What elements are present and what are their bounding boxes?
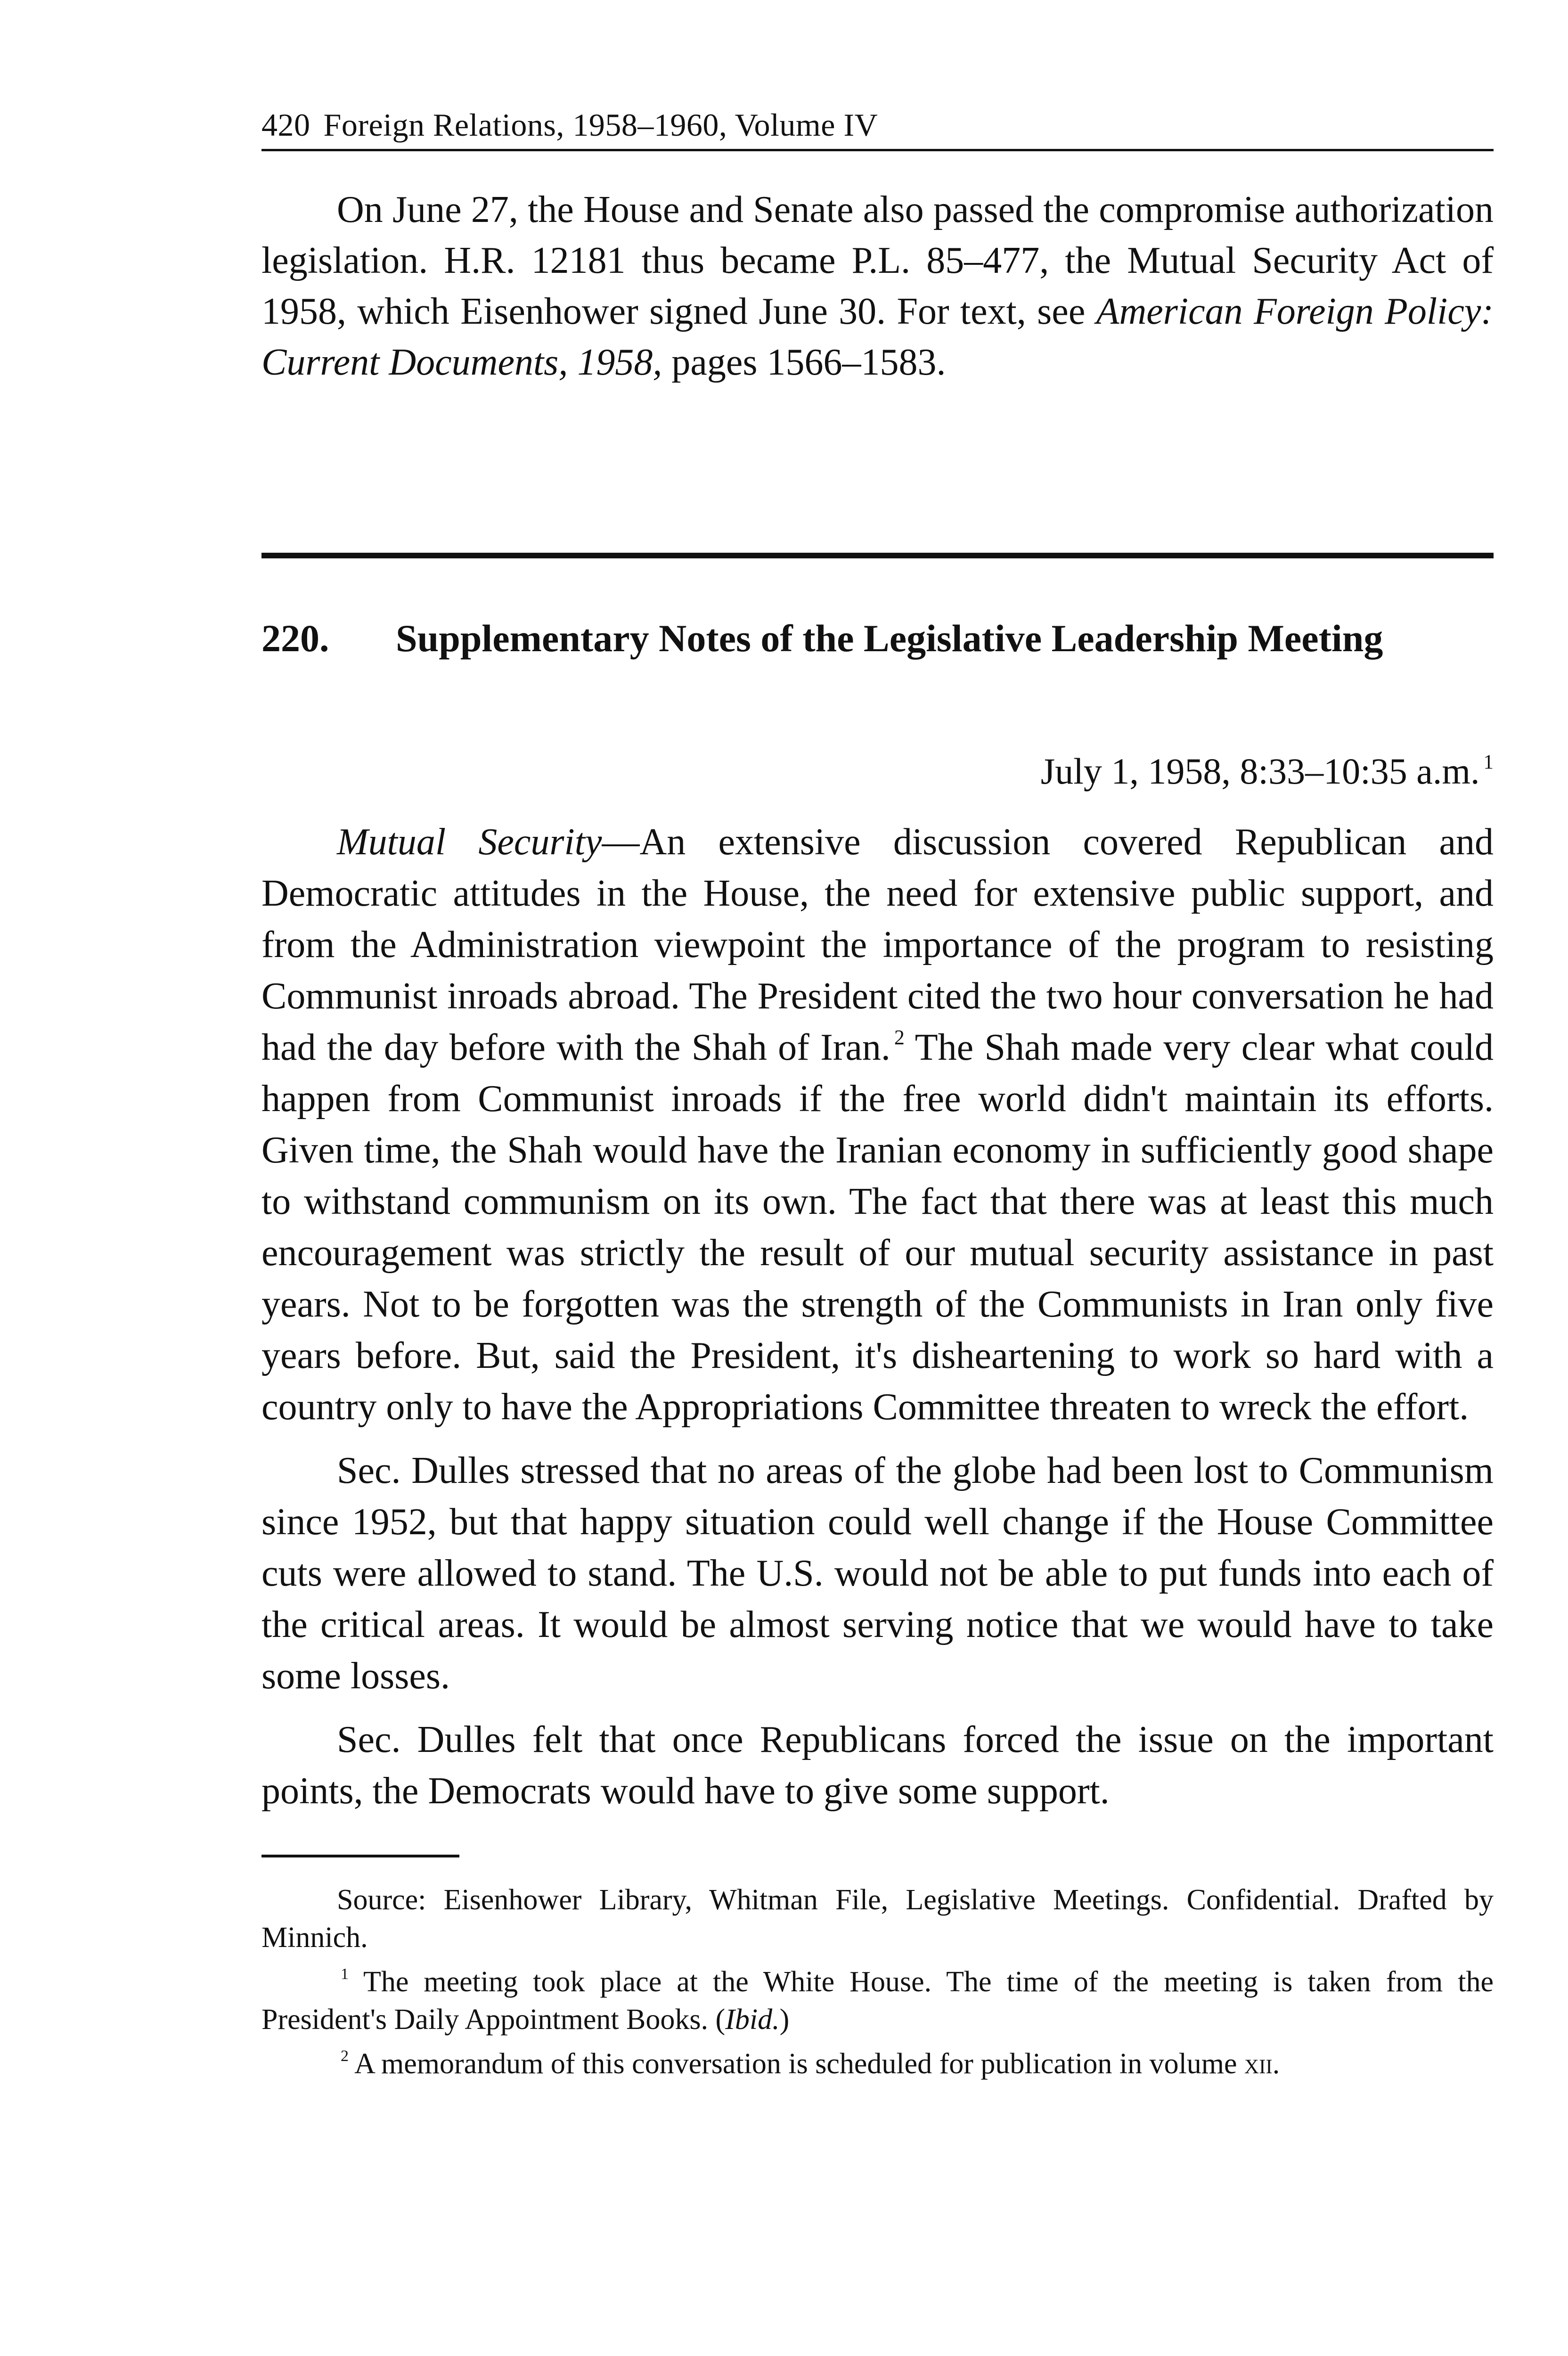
- footnote-divider: [261, 1855, 459, 1857]
- intro-text: On June 27, the House and Senate also passed the compromise authorization legislation. H.R. 12181 thus became P.L. 85–477, the Mutual Security Act of 1958, which Eisenhower signed June 30. For text, see: [261, 189, 1494, 332]
- document-heading: [261, 614, 1494, 663]
- intro-section: [261, 184, 1494, 388]
- footnote-2: [261, 2045, 1494, 2083]
- document-title: Supplementary Notes of the Legislative Leadership Meeting: [396, 617, 1383, 660]
- paragraph-text: —An extensive discussion covered Republican and Democratic attitudes in the House, the need for extensive public support, and from the Administration viewpoint the importance of the program to resisting Communist inroads abroad. The President cited the two hour conversation he had had the day before with the Shah of Iran.: [261, 821, 1494, 1068]
- footnote-text-end: .: [1272, 2048, 1280, 2080]
- footnote-text-end: ): [779, 2004, 790, 2036]
- footnote-ref-1: 1: [1483, 751, 1494, 773]
- document-divider: [261, 553, 1494, 558]
- footnote-text: The meeting took place at the White House. The time of the meeting is taken from the President's Daily Appointment Books. (: [261, 1966, 1494, 2036]
- volume-number: xii: [1244, 2048, 1273, 2080]
- paragraph: [261, 817, 1494, 1433]
- source-note: Source: Eisenhower Library, Whitman File, Legislative Meetings. Confidential. Drafted by Minnich.: [261, 1884, 1494, 1954]
- footnotes: [261, 1881, 1494, 2083]
- page-number: 420: [261, 107, 310, 143]
- footnote-ref-2: 2: [894, 1026, 905, 1049]
- page: [261, 104, 1494, 2089]
- paragraph-lead-in: Mutual Security: [337, 821, 602, 863]
- footnote-italic: Ibid.: [725, 2004, 780, 2036]
- intro-paragraph: [261, 184, 1494, 388]
- intro-citation-title: American Foreign Policy: Current Documents, 1958,: [261, 291, 1494, 383]
- dateline: [261, 748, 1494, 795]
- paragraph-text: The Shah made very clear what could happen from Communist inroads if the free world didn't maintain its efforts. Given time, the Shah would have the Iranian economy in sufficiently good shape to withstand communism on its own. The fact that there was at least this much encouragement was strictly the result of our mutual security assistance in past years. Not to be forgotten was the strength of the Communists in Iran only five years before. But, said the President, it's disheartening to work so hard with a country only to have the Appropriations Committee threaten to wreck the effort.: [261, 1027, 1494, 1428]
- paragraph: Sec. Dulles stressed that no areas of the globe had been lost to Communism since 1952, but that happy situation could well change if the House Committee cuts were allowed to stand. The U.S. would not be able to put funds into each of the critical areas. It would be almost serving notice that we would have to take some losses.: [261, 1450, 1494, 1697]
- document-number: 220.: [261, 617, 329, 660]
- footnote-1: [261, 1963, 1494, 2038]
- dateline-text: July 1, 1958, 8:33–10:35 a.m.: [1040, 751, 1480, 792]
- paragraph: Sec. Dulles felt that once Republicans forced the issue on the important points, the Democrats would have to give some support.: [261, 1719, 1494, 1812]
- document-body: [261, 817, 1494, 1817]
- running-head-title: Foreign Relations, 1958–1960, Volume IV: [323, 107, 878, 143]
- intro-text-end: pages 1566–1583.: [662, 342, 946, 383]
- running-head: [261, 104, 1494, 151]
- footnote-marker: 2: [341, 2047, 349, 2065]
- footnote-marker: 1: [341, 1965, 349, 1983]
- footnote-text: A memorandum of this conversation is scheduled for publication in volume: [349, 2048, 1245, 2080]
